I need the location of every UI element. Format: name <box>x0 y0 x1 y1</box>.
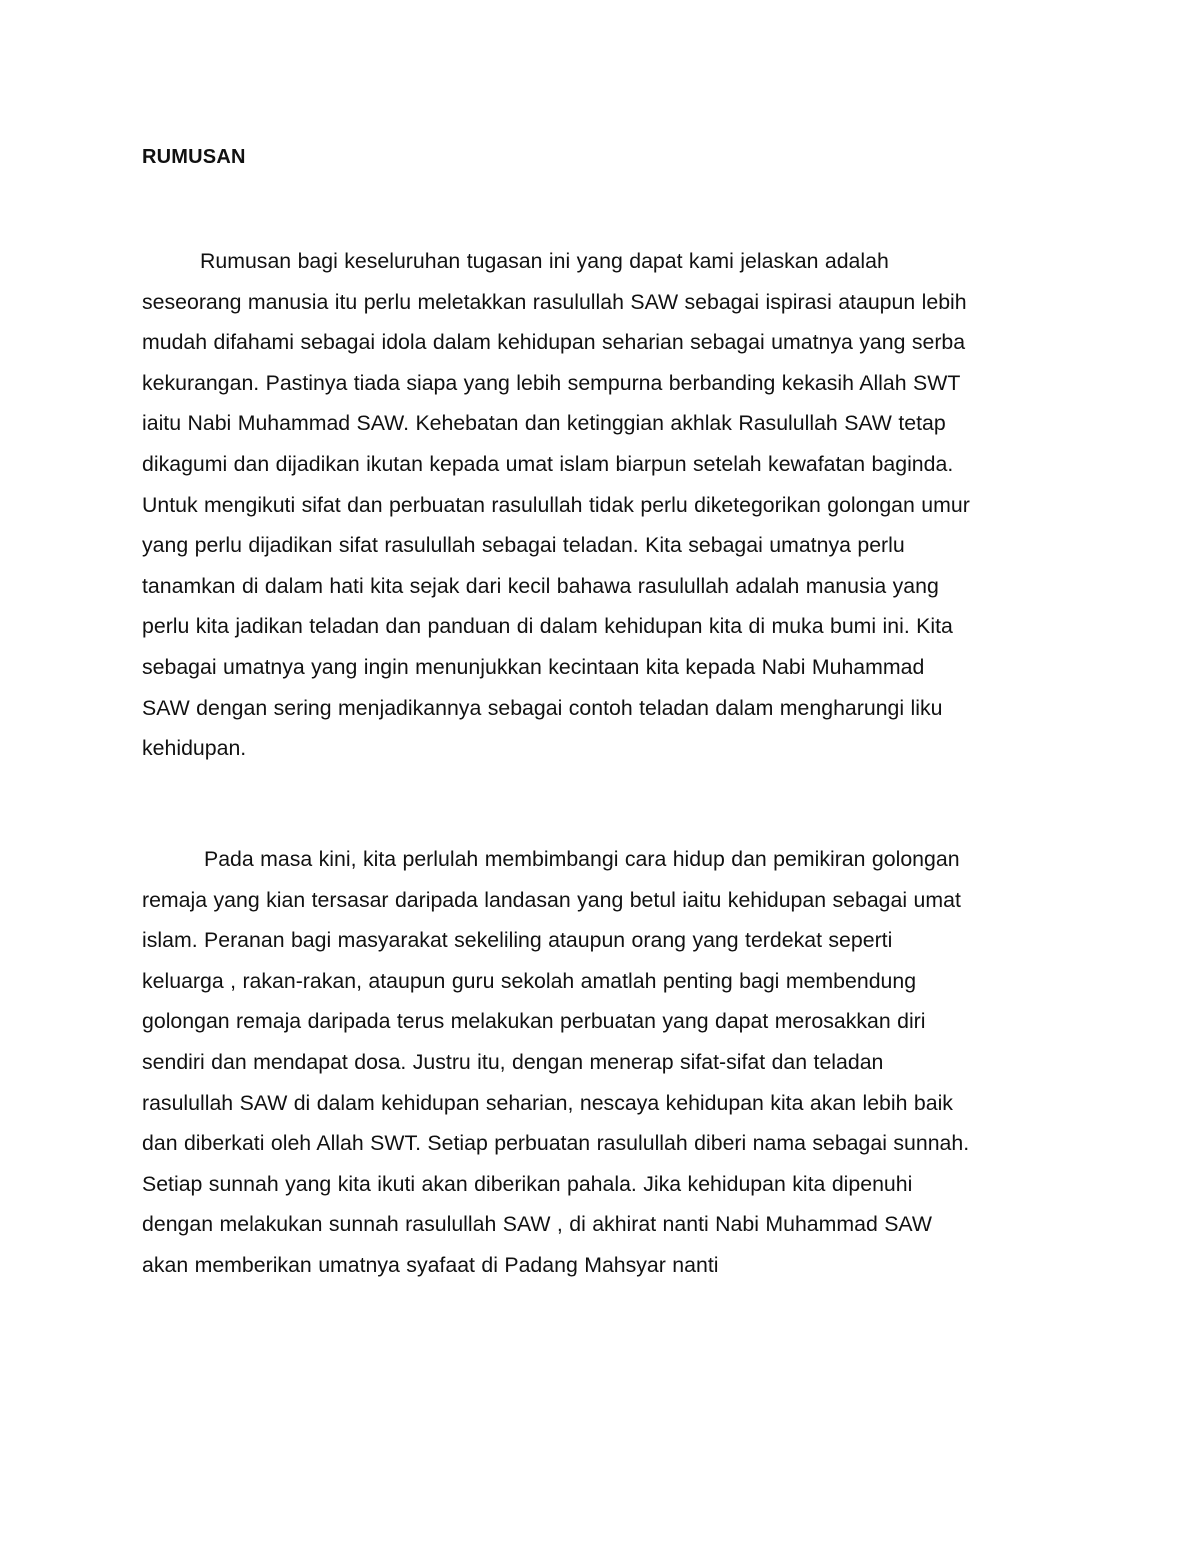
page-title: RUMUSAN <box>142 146 246 168</box>
paragraph-line: seseorang manusia itu perlu meletakkan rasulullah SAW sebagai ispirasi ataupun lebih <box>142 289 967 314</box>
paragraph-line: yang perlu dijadikan sifat rasulullah sebagai teladan. Kita sebagai umatnya perlu <box>142 533 905 558</box>
paragraph-line: keluarga , rakan-rakan, ataupun guru sekolah amatlah penting bagi membendung <box>142 968 917 993</box>
paragraph-line: Rumusan bagi keseluruhan tugasan ini yang dapat kami jelaskan adalah <box>200 249 889 273</box>
paragraph-line: kehidupan. <box>142 736 247 761</box>
paragraph-line: akan memberikan umatnya syafaat di Padang Mahsyar nanti <box>142 1252 719 1277</box>
paragraph-1 <box>142 241 1062 769</box>
paragraph-line: golongan remaja daripada terus melakukan perbuatan yang dapat merosakkan diri <box>142 1009 926 1034</box>
paragraph-line: Untuk mengikuti sifat dan perbuatan rasulullah tidak perlu diketegorikan golongan umur <box>142 492 970 517</box>
paragraph-line: mudah difahami sebagai idola dalam kehidupan seharian sebagai umatnya yang serba <box>142 330 966 355</box>
paragraph-2 <box>142 839 1062 1286</box>
paragraph-line: Setiap sunnah yang kita ikuti akan diberikan pahala. Jika kehidupan kita dipenuhi <box>142 1171 913 1196</box>
paragraph-line: remaja yang kian tersasar daripada landasan yang betul iaitu kehidupan sebagai umat <box>142 887 961 912</box>
paragraph-line: iaitu Nabi Muhammad SAW. Kehebatan dan ketinggian akhlak Rasulullah SAW tetap <box>142 411 946 436</box>
paragraph-line: tanamkan di dalam hati kita sejak dari kecil bahawa rasulullah adalah manusia yang <box>142 573 939 598</box>
paragraph-line: islam. Peranan bagi masyarakat sekeliling ataupun orang yang terdekat seperti <box>142 928 893 953</box>
paragraph-line: sendiri dan mendapat dosa. Justru itu, dengan menerap sifat-sifat dan teladan <box>142 1049 884 1074</box>
paragraph-line: dan diberkati oleh Allah SWT. Setiap perbuatan rasulullah diberi nama sebagai sunnah. <box>142 1131 970 1156</box>
paragraph-line: dikagumi dan dijadikan ikutan kepada umat islam biarpun setelah kewafatan baginda. <box>142 451 954 476</box>
paragraph-line: kekurangan. Pastinya tiada siapa yang lebih sempurna berbanding kekasih Allah SWT <box>142 370 961 395</box>
paragraph-line: SAW dengan sering menjadikannya sebagai contoh teladan dalam mengharungi liku <box>142 695 943 720</box>
paragraph-line: sebagai umatnya yang ingin menunjukkan kecintaan kita kepada Nabi Muhammad <box>142 654 925 679</box>
paragraph-line: perlu kita jadikan teladan dan panduan di dalam kehidupan kita di muka bumi ini. Kita <box>142 614 953 639</box>
paragraph-line: Pada masa kini, kita perlulah membimbangi cara hidup dan pemikiran golongan <box>204 847 960 871</box>
paragraph-line: dengan melakukan sunnah rasulullah SAW , di akhirat nanti Nabi Muhammad SAW <box>142 1212 932 1237</box>
paragraph-line: rasulullah SAW di dalam kehidupan seharian, nescaya kehidupan kita akan lebih baik <box>142 1090 953 1115</box>
